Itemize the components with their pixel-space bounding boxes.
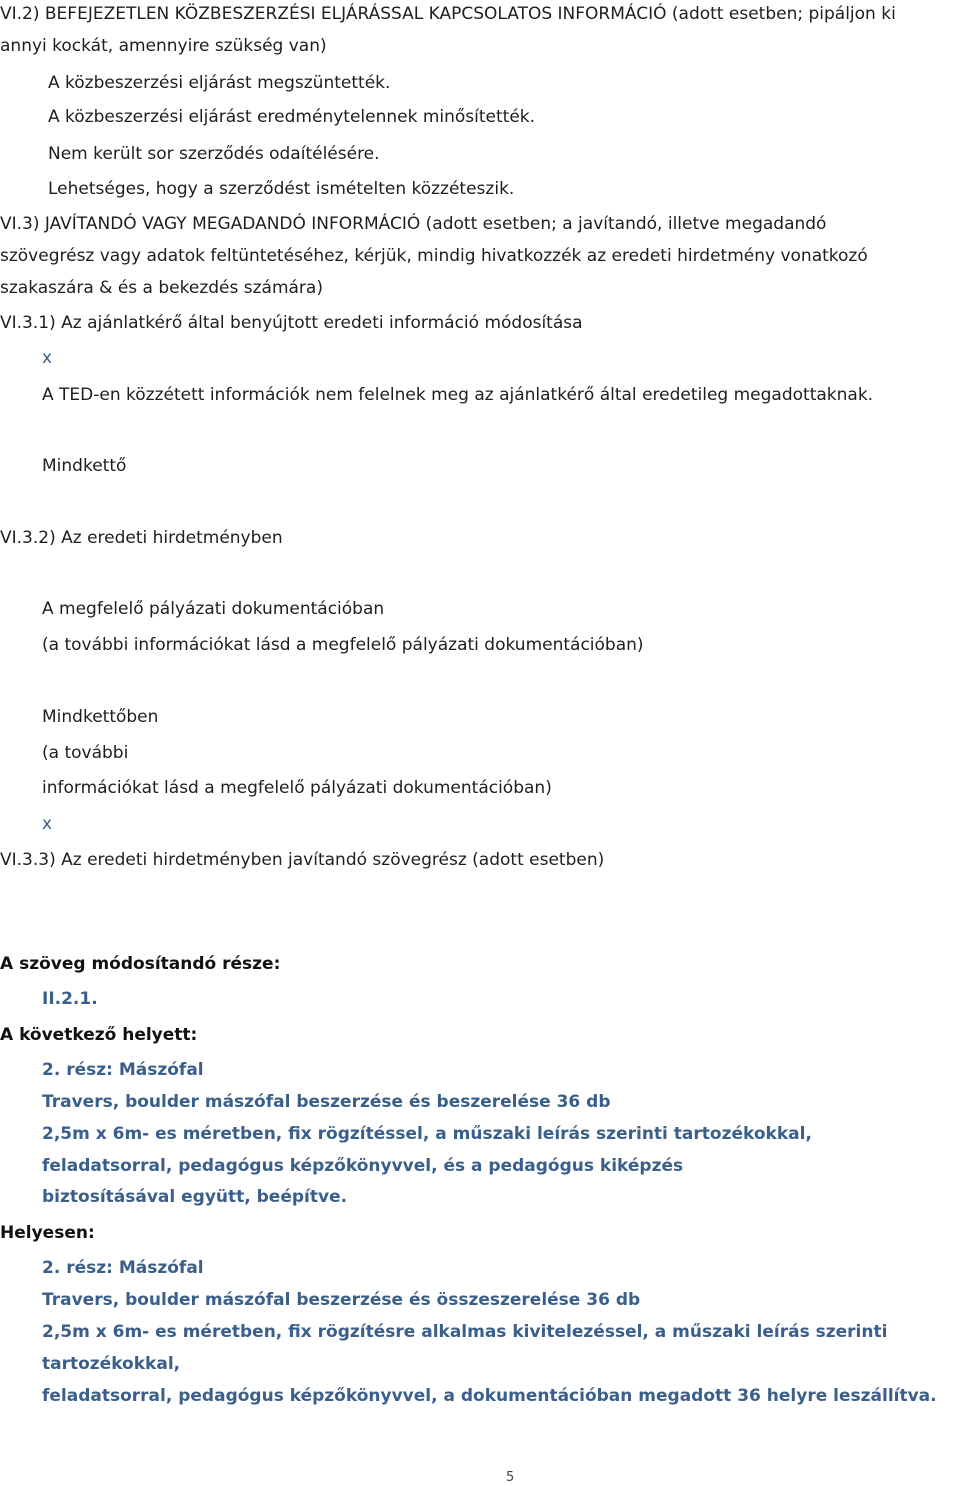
vi3-heading-line1: VI.3) JAVÍTANDÓ VAGY MEGADANDÓ INFORMÁCIÓ (adott esetben; a javítandó, illetve megadandó [0, 214, 827, 234]
vi2-heading-line2: annyi kockát, amennyire szükség van) [0, 36, 327, 56]
instead-line: 2. rész: Mászófal [42, 1060, 204, 1080]
page-number: 5 [506, 1470, 515, 1485]
vi2-option-republish: Lehetséges, hogy a szerződést ismételten közzéteszik. [48, 179, 515, 199]
instead-label: A következő helyett: [0, 1025, 198, 1045]
vi32-option2-line1: Mindkettőben [42, 707, 159, 727]
correct-line: feladatsorral, pedagógus képzőkönyvvel, a dokumentációban megadott 36 helyre leszállítva. [42, 1386, 937, 1406]
correct-line: 2. rész: Mászófal [42, 1258, 204, 1278]
instead-line: biztosításával együtt, beépítve. [42, 1187, 348, 1207]
correct-line: tartozékokkal, [42, 1354, 181, 1374]
vi31-title: VI.3.1) Az ajánlatkérő által benyújtott eredeti információ módosítása [0, 313, 583, 333]
vi3-heading-line3: szakaszára & és a bekezdés számára) [0, 278, 323, 298]
vi32-checkmark: x [42, 814, 53, 834]
vi2-option-unsuccessful: A közbeszerzési eljárást eredménytelennek minősítették. [48, 107, 536, 127]
correct-line: 2,5m x 6m- es méretben, fix rögzítésre alkalmas kivitelezéssel, a műszaki leírás szerinti [42, 1322, 888, 1342]
correct-line: Travers, boulder mászófal beszerzése és összeszerelése 36 db [42, 1290, 641, 1310]
vi31-option-both: Mindkettő [42, 456, 127, 476]
vi32-option1-line1: A megfelelő pályázati dokumentációban [42, 599, 385, 619]
vi33-title: VI.3.3) Az eredeti hirdetményben javítandó szövegrész (adott esetben) [0, 850, 605, 870]
instead-line: Travers, boulder mászófal beszerzése és beszerelése 36 db [42, 1092, 611, 1112]
vi32-option2-line3: információkat lásd a megfelelő pályázati dokumentációban) [42, 778, 552, 798]
vi2-option-no-award: Nem került sor szerződés odaítélésére. [48, 144, 380, 164]
correct-label: Helyesen: [0, 1223, 95, 1243]
vi3-heading-line2: szövegrész vagy adatok feltüntetéséhez, kérjük, mindig hivatkozzék az eredeti hirdetmény vonatkozó [0, 246, 868, 266]
instead-line: feladatsorral, pedagógus képzőkönyvvel, és a pedagógus kiképzés [42, 1156, 684, 1176]
section-value: II.2.1. [42, 989, 98, 1009]
vi32-option2-line2: (a további [42, 743, 129, 763]
vi32-title: VI.3.2) Az eredeti hirdetményben [0, 528, 283, 548]
vi32-option1-line2: (a további információkat lásd a megfelelő pályázati dokumentációban) [42, 635, 644, 655]
vi2-heading-line1: VI.2) BEFEJEZETLEN KÖZBESZERZÉSI ELJÁRÁSSAL KAPCSOLATOS INFORMÁCIÓ (adott esetben; pipáljon ki [0, 4, 896, 24]
vi31-option-ted: A TED-en közzétett információk nem felelnek meg az ajánlatkérő által eredetileg megadottaknak. [42, 385, 874, 405]
vi31-checkmark: x [42, 348, 53, 368]
vi2-option-terminated: A közbeszerzési eljárást megszüntették. [48, 73, 391, 93]
section-label: A szöveg módosítandó része: [0, 954, 281, 974]
instead-line: 2,5m x 6m- es méretben, fix rögzítéssel, a műszaki leírás szerinti tartozékokkal, [42, 1124, 812, 1144]
